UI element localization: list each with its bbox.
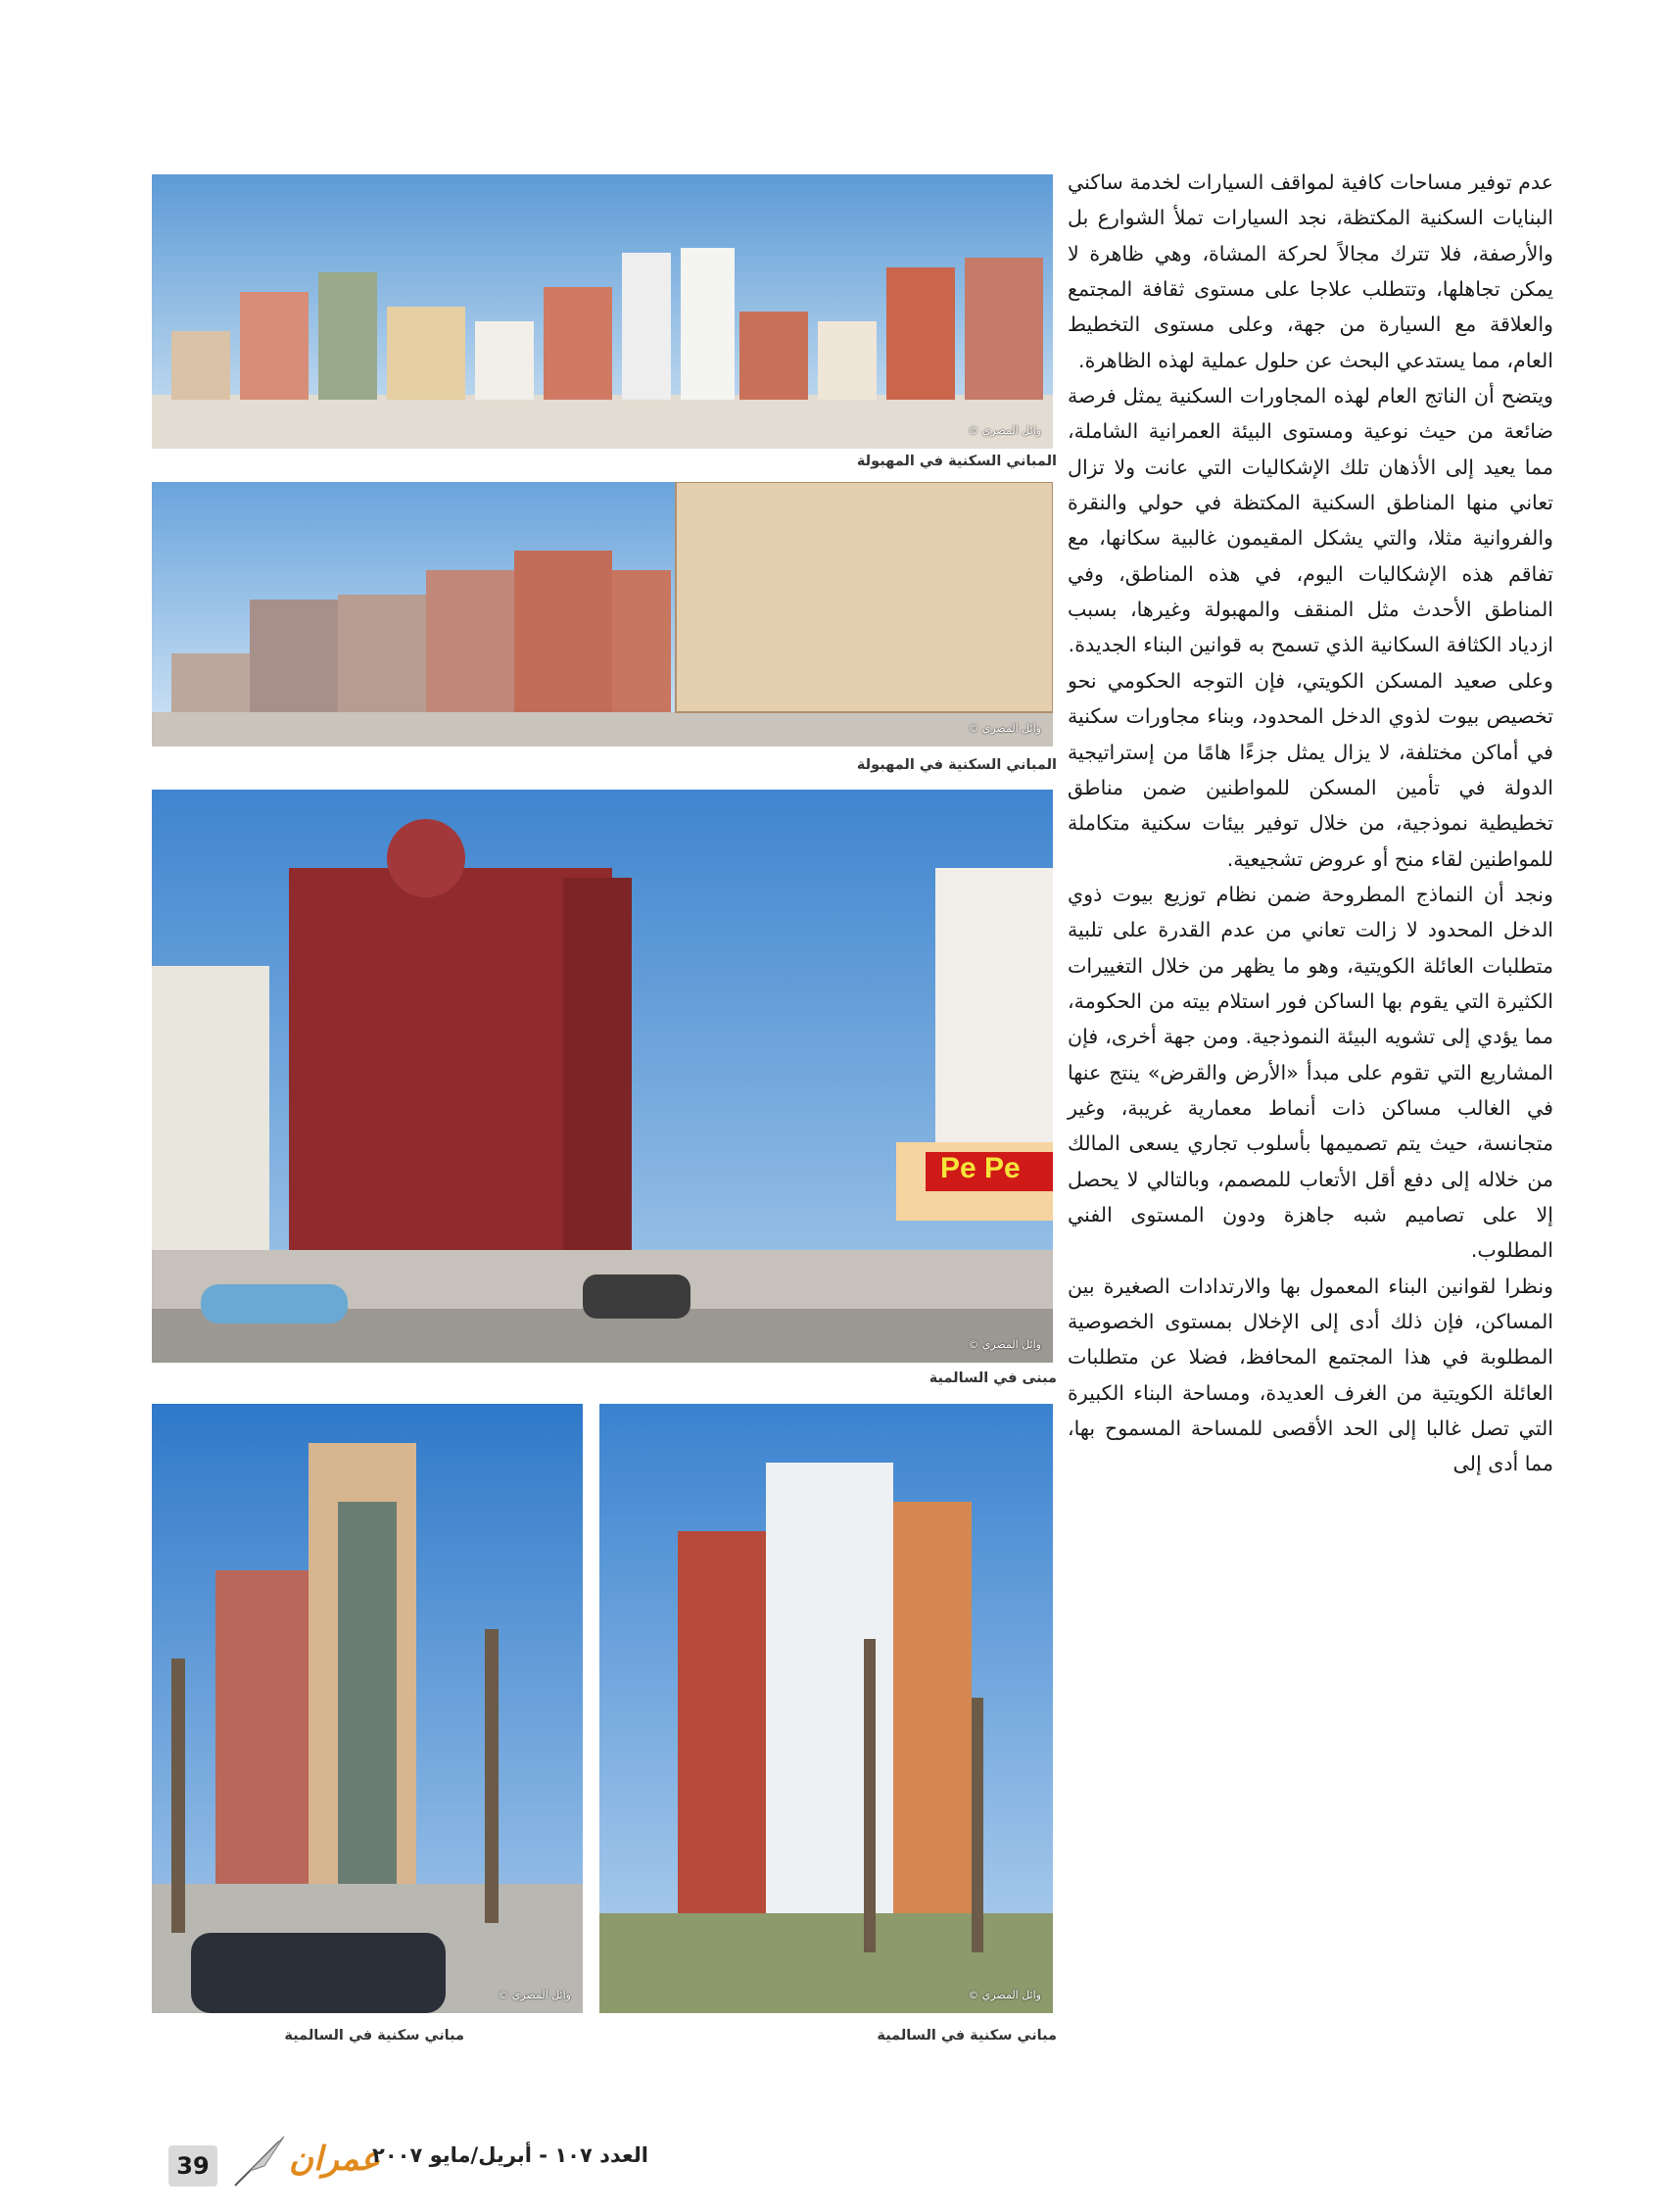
photo-mahboula-buildings	[152, 482, 1053, 746]
photo-credit: وائل المصري ©	[968, 424, 1041, 437]
photo-caption: مباني سكنية في السالمية	[284, 2028, 464, 2044]
photo-salmiya-building	[152, 790, 1053, 1363]
photo-salmiya-towers-right	[599, 1404, 1053, 2013]
page-number: 39	[168, 2145, 217, 2187]
paragraph: ونجد أن النماذج المطروحة ضمن نظام توزيع بيوت ذوي الدخل المحدود لا زالت تعاني من عدم القدرة على تلبية متطلبات العائلة الكويتية، وهو ما يظهر من خلال التغييرات الكثيرة التي يقوم بها الساكن فور استلام بيته من الحكومة، مما يؤدي إلى تشويه البيئة النموذجية. ومن جهة أخرى، فإن المشاريع التي تقوم على مبدأ «الأرض والقرض» ينتج عنها في الغالب مساكن ذات أنماط معمارية غريبة، وغير متجانسة، حيث يتم تصميمها بأسلوب تجاري يسعى المالك من خلاله إلى دفع أقل الأتعاب للمصمم، وبالتالي لا يحصل إلا على تصاميم شبه جاهزة ودون المستوى الفني المطلوب.	[1068, 882, 1553, 1263]
issue-info: العدد ١٠٧ - أبريل/مايو ٢٠٠٧	[372, 2143, 648, 2167]
photo-salmiya-towers-left	[152, 1404, 583, 2013]
photo-credit: وائل المصري ©	[968, 1989, 1041, 2001]
paragraph: عدم توفير مساحات كافية لمواقف السيارات لخدمة ساكني البنايات السكنية المكتظة، نجد السيارات تملأ الشوارع بل والأرصفة، فلا تترك مجالاً لحركة المشاة، وهي ظاهرة لا يمكن تجاهلها، وتتطلب علاجا على مستوى ثقافة المجتمع والعلاقة مع السيارة من جهة، وعلى مستوى التخطيط العام، مما يستدعي البحث عن حلول عملية لهذه الظاهرة.	[1068, 170, 1553, 372]
photo-caption: المباني السكنية في المهبولة	[856, 757, 1057, 773]
photo-caption: مباني سكنية في السالمية	[877, 2028, 1057, 2044]
footer-brand	[147, 2124, 402, 2212]
article-body	[1068, 165, 1553, 1482]
paragraph: ونظرا لقوانين البناء المعمول بها والارتدادات الصغيرة بين المساكن، فإن ذلك أدى إلى الإخلال بمستوى الخصوصية المطلوبة في هذا المجتمع المحافظ، فضلا عن متطلبات العائلة الكويتية من الغرف العديدة، ومساحة البناء الكبيرة التي تصل غالبا إلى الحد الأقصى للمساحة المسموح بها، مما أدى إلى	[1068, 1274, 1553, 1476]
magazine-logo: عمران	[289, 2140, 381, 2179]
photo-caption: مبنى في السالمية	[928, 1370, 1057, 1386]
photo-caption: المباني السكنية في المهبولة	[856, 454, 1057, 469]
paragraph: وعلى صعيد المسكن الكويتي، فإن التوجه الحكومي نحو تخصيص بيوت لذوي الدخل المحدود، وبناء مجاورات سكنية في أماكن مختلفة، لا يزال يمثل جزءًا هامًا من إستراتيجية الدولة في تأمين المسكن للمواطنين ضمن مناطق تخطيطية نموذجية، من خلال توفير بيئات سكنية متكاملة للمواطنين لقاء منح أو عروض تشجيعية.	[1068, 668, 1553, 871]
photo-mahboula-skyline	[152, 174, 1053, 449]
paragraph: ويتضح أن الناتج العام لهذه المجاورات السكنية يمثل فرصة ضائعة من حيث نوعية ومستوى البيئة العمرانية الشاملة، مما يعيد إلى الأذهان تلك الإشكاليات التي عانت ولا تزال تعاني منها المناطق السكنية المكتظة في حولي والنقرة والفروانية مثلا، والتي يشكل المقيمون غالبية سكانها، مع تفاقم هذه الإشكاليات اليوم، في هذه المناطق، وفي المناطق الأحدث مثل المنقف والمهبولة وغيرها، بسبب ازدياد الكثافة السكانية الذي تسمح به قوانين البناء الجديدة.	[1068, 384, 1553, 657]
photo-credit: وائل المصري ©	[968, 1338, 1041, 1351]
shop-sign: Pe Pe	[940, 1152, 1021, 1184]
photo-credit: وائل المصري ©	[498, 1989, 571, 2001]
photo-credit: وائل المصري ©	[968, 722, 1041, 735]
feather-icon	[230, 2132, 289, 2190]
